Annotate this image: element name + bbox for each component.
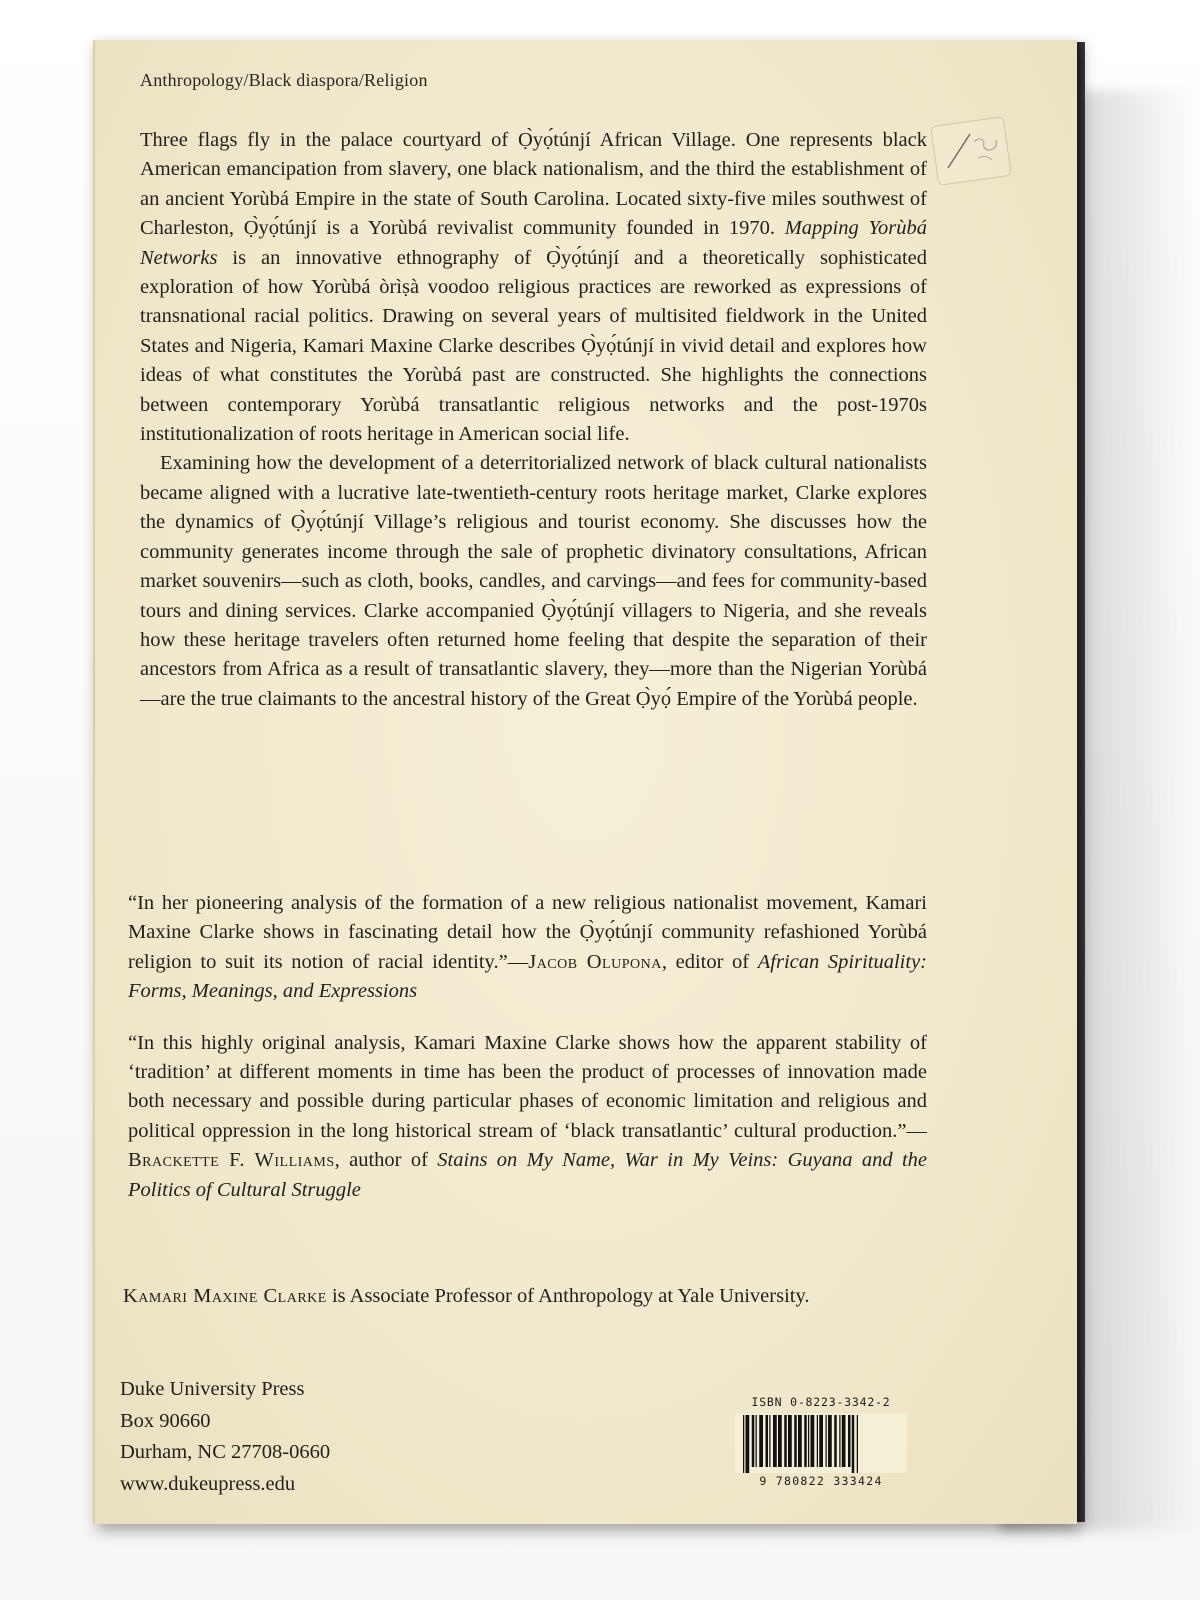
barcode-bar xyxy=(811,1415,815,1467)
publisher-city: Durham, NC 27708-0660 xyxy=(120,1441,331,1463)
barcode-bar xyxy=(819,1415,823,1467)
barcode-bar xyxy=(752,1415,755,1467)
barcode-bar xyxy=(798,1415,802,1467)
barcode-bar xyxy=(746,1415,750,1473)
barcode-bar xyxy=(784,1415,787,1467)
barcode-bar xyxy=(834,1415,837,1467)
quote-author-role: , editor of xyxy=(661,950,758,973)
barcode-bar xyxy=(743,1415,744,1473)
barcode-bar xyxy=(848,1415,851,1467)
barcode-bar xyxy=(769,1415,770,1467)
barcode-box xyxy=(735,1413,907,1473)
description-text: Three flags fly in the palace courtyard of Ọ̀yọ́túnjí African Village. One represents black American emancipation from slavery, one black nationalism, and the third the establishment of an ancient Yorùbá Empire in the state of South Carolina. Located sixty-five miles southwest of Charleston, Ọ̀yọ́túnjí is a Yorùbá revivalist community founded in 1970. xyxy=(140,129,927,240)
author-bio xyxy=(123,1282,927,1310)
barcode-bar xyxy=(794,1415,797,1467)
description-text: is an innovative ethnography of Ọ̀yọ́túnjí and a theoretically sophisticated exploration of how Yorùbá òrìṣà voodoo religious practices are reworked as expressions of transnational racial politics. Drawing on several years of multisited fieldwork in the United States and Nigeria, Kamari Maxine Clarke describes Ọ̀yọ́túnjí in vivid detail and explores how ideas of what constitutes the Yorùbá past are constructed. She highlights the connections between contemporary Yorùbá transatlantic religious networks and the post-1970s institutionalization of roots heritage in American social life. xyxy=(140,246,927,446)
author-name: Kamari Maxine Clarke xyxy=(123,1285,327,1307)
publisher-name: Duke University Press xyxy=(120,1378,305,1400)
book-title-italic: Mapping Yorùbá Networks xyxy=(140,217,927,269)
book-description xyxy=(140,126,927,714)
publisher-address xyxy=(120,1374,330,1500)
quote-author: Brackette F. Williams xyxy=(128,1149,335,1172)
barcode-bar xyxy=(857,1415,858,1473)
quote-text: “In her pioneering analysis of the formation of a new religious nationalist movement, Kamari Maxine Clarke shows in fascinating detail how the Ọ̀yọ́túnjí community refashioned Yorùbá religion to suit its notion of racial identity.”— xyxy=(128,892,927,973)
quote-text: “In this highly original analysis, Kamari Maxine Clarke shows how the apparent stability of ‘tradition’ at different moments in time has been the product of processes of innovation made both necessary and possible during particular phases of economic limitation and religious and political oppression in the long historical stream of ‘black transatlantic’ cultural production.”— xyxy=(128,1031,927,1142)
category-label: Anthropology/Black diaspora/Religion xyxy=(140,70,428,90)
description-paragraph-1 xyxy=(140,126,927,449)
barcode-bar xyxy=(808,1415,809,1467)
publisher-website: www.dukeupress.edu xyxy=(120,1472,296,1495)
barcode-bar xyxy=(788,1415,792,1467)
barcode-bar xyxy=(852,1415,855,1473)
barcode-bar xyxy=(773,1415,777,1467)
ean-number: 9 780822 333424 xyxy=(759,1474,883,1488)
pen-mark-scribble xyxy=(944,128,1004,178)
isbn-barcode xyxy=(735,1395,907,1488)
barcode-bar xyxy=(842,1415,846,1467)
quote-author-work: Stains on My Name, War in My Veins: Guyana and the Politics of Cultural Struggle xyxy=(128,1149,927,1201)
quote-author: Jacob Olupona xyxy=(528,950,662,973)
endorsement-quote xyxy=(128,1029,927,1205)
endorsements xyxy=(128,889,927,1227)
barcode-bar xyxy=(778,1415,782,1467)
barcode-bars xyxy=(739,1415,903,1473)
quote-author-work: African Spirituality: Forms, Meanings, and Expressions xyxy=(128,950,927,1003)
barcode-bar xyxy=(826,1415,827,1467)
isbn-number: ISBN 0-8223-3342-2 xyxy=(751,1395,891,1409)
barcode-bar xyxy=(759,1415,763,1467)
quote-author-role: , author of xyxy=(334,1149,438,1172)
endorsement-quote xyxy=(128,889,927,1007)
barcode-bar xyxy=(766,1415,769,1467)
description-paragraph-2: Examining how the development of a deterritorialized network of black cultural nationalists became aligned with a lucrative late-twentieth-century roots heritage market, Clarke explores the dynamics of Ọ̀yọ́túnjí Village’s religious and tourist economy. She discusses how the community generates income through the sale of prophetic divinatory consultations, African market souvenirs—such as cloth, books, candles, and carvings—and fees for community-based tours and dining services. Clarke accompanied Ọ̀yọ́túnjí villagers to Nigeria, and she reveals how these heritage travelers often returned home feeling that despite the separation of their ancestors from Africa as a result of transatlantic slavery, they—more than the Nigerian Yorùbá—are the true claimants to the ancestral history of the Great Ọ̀yọ́ Empire of the Yorùbá people. xyxy=(140,452,927,710)
barcode-bar xyxy=(804,1415,807,1467)
barcode-bar xyxy=(756,1415,757,1467)
barcode-bar xyxy=(817,1415,818,1467)
author-bio-text: is Associate Professor of Anthropology at Yale University. xyxy=(326,1285,810,1307)
publisher-box: Box 90660 xyxy=(120,1409,211,1432)
barcode-bar xyxy=(839,1415,840,1467)
barcode-bar xyxy=(828,1415,832,1467)
